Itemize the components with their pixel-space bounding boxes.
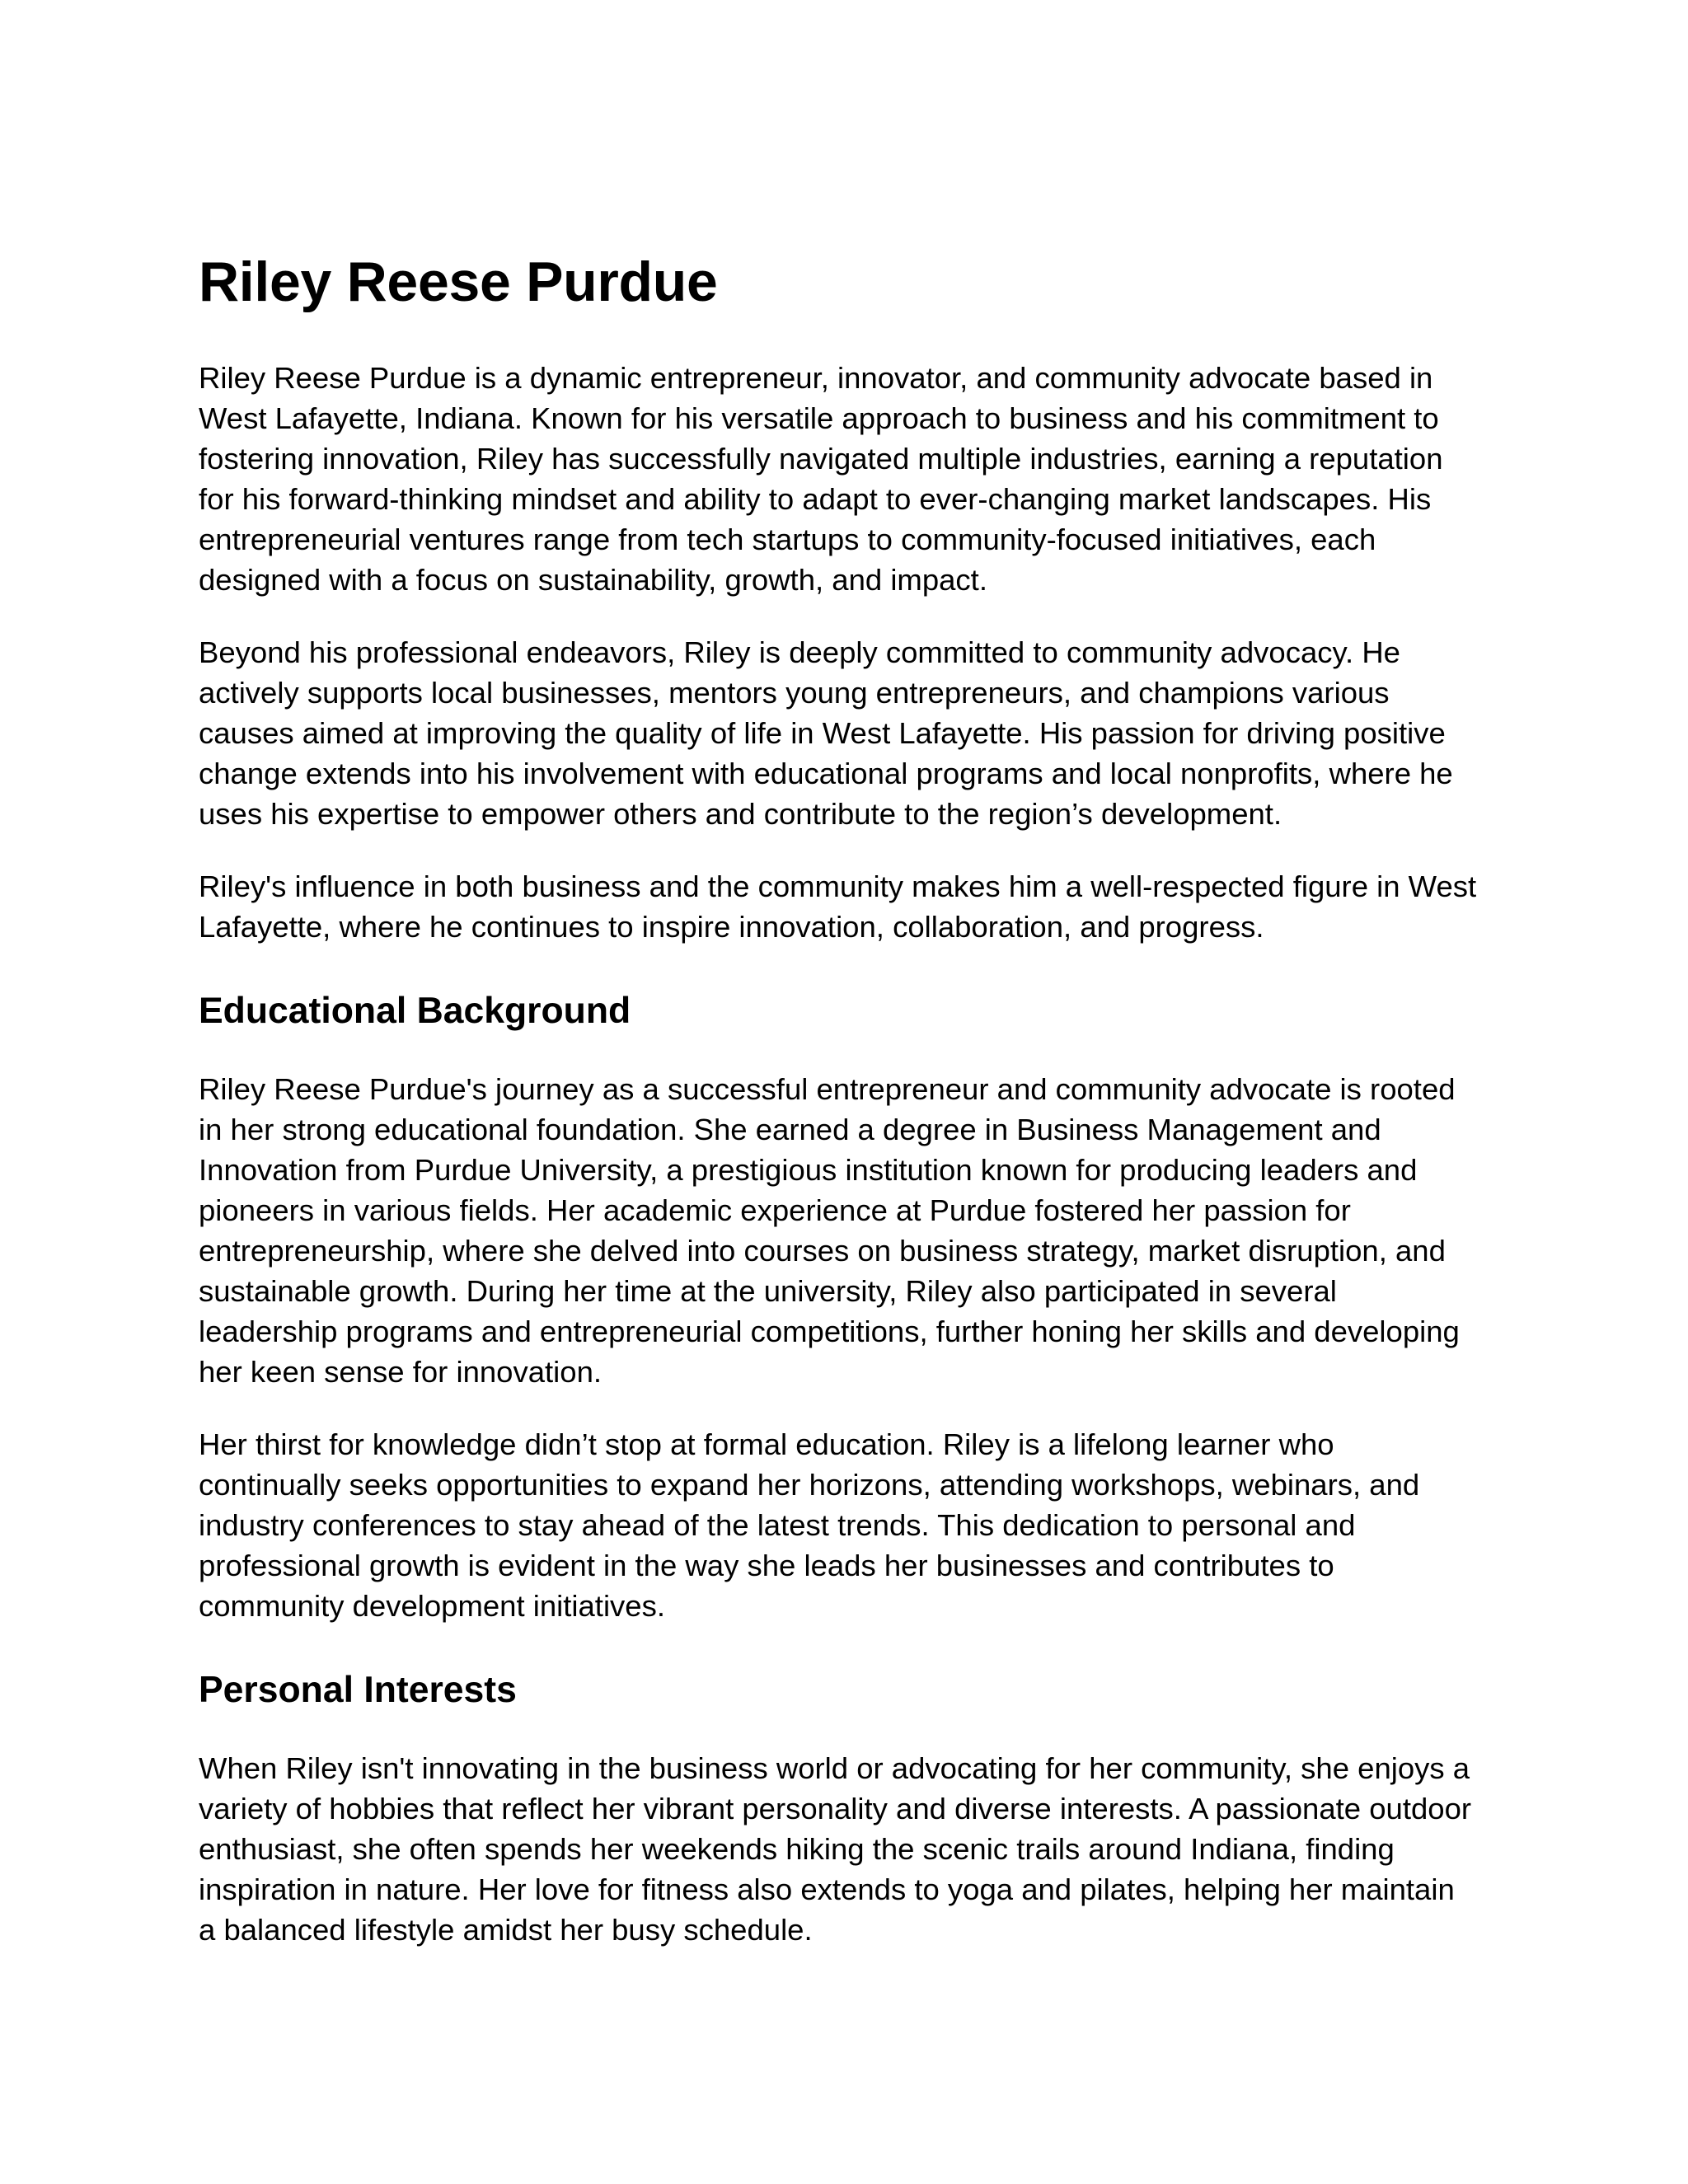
education-paragraph: Her thirst for knowledge didn’t stop at formal education. Riley is a lifelong learner who continually seeks opportunities to expand her horizons, attending workshops, webinars, and industry conferences to stay ahead of the latest trends. This dedication to personal and professional growth is evident in the way she leads her businesses and contributes to community development initiatives. (199, 1427, 1420, 1623)
personal-interests-paragraph: When Riley isn't innovating in the business world or advocating for her community, she enjoys a variety of hobbies that reflect her vibrant personality and diverse interests. A passionate outdoor enthusiast, she often spends her weekends hiking the scenic trails around Indiana, finding inspiration in nature. Her love for fitness also extends to yoga and pilates, helping her maintain a balanced lifestyle amidst her busy schedule. (199, 1751, 1472, 1947)
section-heading-education: Educational Background (199, 991, 631, 1031)
education-paragraph: Riley Reese Purdue's journey as a successful entrepreneur and community advocate is rooted in her strong educational foundation. She earned a degree in Business Management and Innovation from Purdue University, a prestigious institution known for producing leaders and pioneers in various fields. Her academic experience at Purdue fostered her passion for entrepreneurship, where she delved into courses on business strategy, market disruption, and sustainable growth. During her time at the university, Riley also participated in several leadership programs and entrepreneurial competitions, further honing her skills and developing her keen sense for innovation. (199, 1072, 1460, 1389)
intro-paragraph: Riley Reese Purdue is a dynamic entrepreneur, innovator, and community advocate based in West Lafayette, Indiana. Known for his versatile approach to business and his commitment to fostering innovation, Riley has successfully navigated multiple industries, earning a reputation for his forward-thinking mindset and ability to adapt to ever-changing market landscapes. His entrepreneurial ventures range from tech startups to community-focused initiatives, each designed with a focus on sustainability, growth, and impact. (199, 361, 1443, 597)
document-page (199, 247, 1509, 1982)
intro-paragraph: Beyond his professional endeavors, Riley is deeply committed to community advocacy. He actively supports local businesses, mentors young entrepreneurs, and champions various causes aimed at improving the quality of life in West Lafayette. His passion for driving positive change extends into his involvement with educational programs and local nonprofits, where he uses his expertise to empower others and contribute to the region’s development. (199, 635, 1453, 831)
document-title: Riley Reese Purdue (199, 251, 718, 313)
section-heading-personal-interests: Personal Interests (199, 1670, 517, 1710)
intro-paragraph: Riley's influence in both business and the community makes him a well-respected figure in West Lafayette, where he continues to inspire innovation, collaboration, and progress. (199, 869, 1477, 944)
